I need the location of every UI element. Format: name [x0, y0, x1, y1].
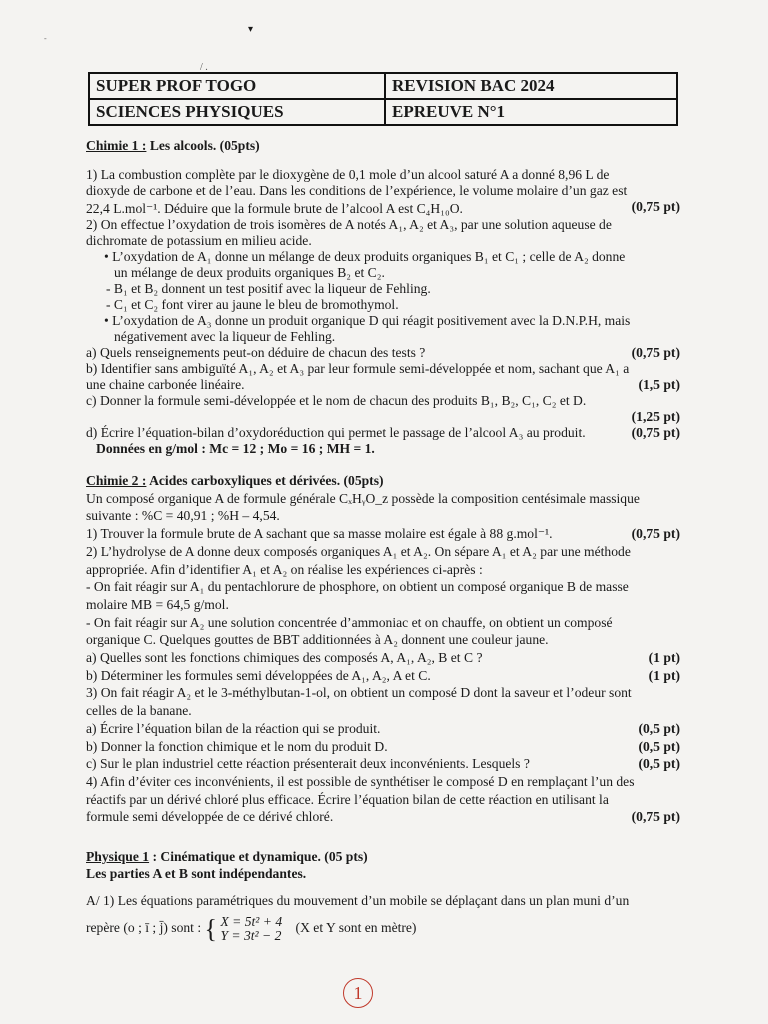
points: (0,75 pt) [631, 345, 680, 360]
points: (1,25 pt) [631, 409, 680, 424]
question-text: molaire MB = 64,5 g/mol. [86, 596, 229, 612]
question-text: 22,4 L.mol⁻¹. Déduire que la formule brute de l’alcool A est C₄H₁₀O. [86, 201, 463, 216]
scan-mark: - [44, 34, 47, 43]
question-text: a) Quels renseignements peut-on déduire de chacun des tests ? [86, 345, 426, 360]
question-text: c) Donner la formule semi-développée et le nom de chacun des produits B₁, B₂, C₁, C₂ et D. [86, 393, 587, 408]
brace-symbol: { [204, 914, 218, 944]
question-text: Un composé organique A de formule générale CₓHᵧO_z possède la composition centésimale massique [86, 490, 640, 506]
question-text: a) Quelles sont les fonctions chimiques des composés A, A₁, A₂, B et C ? [86, 650, 483, 666]
physique1-section [86, 848, 680, 943]
header-title: REVISION BAC 2024 [385, 73, 677, 99]
points: (1,5 pt) [638, 377, 680, 392]
question-text: a) Écrire l’équation bilan de la réaction qui se produit. [86, 720, 381, 736]
points: (0,75 pt) [631, 199, 680, 214]
points: (0,5 pt) [638, 738, 680, 754]
question-text: - On fait réagir sur A₁ du pentachlorure de phosphore, on obtient un composé organique B de masse [86, 579, 629, 595]
question-text: repère (o ; ī ; j̄) sont : [86, 920, 202, 936]
equation-x: X = 5t² + 4 [220, 914, 283, 929]
question-text: réactifs par un dérivé chloré plus efficace. Écrire l’équation bilan de cette réaction en utilisant la [86, 791, 609, 807]
section-title: Chimie 2 : Acides carboxyliques et dérivées. (05pts) [86, 473, 384, 488]
chimie2-section [86, 472, 680, 826]
header-subject: SCIENCES PHYSIQUES [89, 99, 385, 125]
equation-note: (X et Y sont en mètre) [295, 920, 417, 936]
question-text: b) Identifier sans ambiguïté A₁, A₂ et A₃ par leur formule semi-développée et nom, sachant que A₁ a [86, 361, 630, 376]
question-text: 1) Trouver la formule brute de A sachant que sa masse molaire est égale à 88 g.mol⁻¹. [86, 526, 553, 542]
section-title: Physique 1 : Cinématique et dynamique. (05 pts) [86, 849, 368, 864]
question-text: dichromate de potassium en milieu acide. [86, 233, 312, 248]
question-text: appropriée. Afin d’identifier A₁ et A₂ on réalise les expériences ci-après : [86, 561, 483, 577]
question-text: celles de la banane. [86, 703, 192, 719]
question-text: 2) L’hydrolyse de A donne deux composés organiques A₁ et A₂. On sépare A₁ et A₂ par une méthode [86, 543, 631, 559]
question-text: formule semi développée de ce dérivé chloré. [86, 809, 334, 825]
points: (0,75 pt) [631, 526, 680, 542]
points: (0,5 pt) [638, 720, 680, 736]
points: (0,75 pt) [631, 425, 680, 440]
list-item: - C₁ et C₂ font virer au jaune le bleu de bromothymol. [106, 297, 399, 312]
parametric-equations [220, 915, 282, 943]
points: (0,5 pt) [638, 756, 680, 772]
points: (1 pt) [648, 650, 680, 666]
section-subtitle: Les parties A et B sont indépendantes. [86, 866, 307, 881]
question-text: A/ 1) Les équations paramétriques du mouvement d’un mobile se déplaçant dans un plan muni d’un [86, 893, 630, 908]
question-text: suivante : %C = 40,91 ; %H – 4,54. [86, 508, 280, 524]
question-text: dioxyde de carbone et de l’eau. Dans les conditions de l’expérience, le volume molaire d’un gaz est [86, 183, 628, 198]
points: (1 pt) [648, 667, 680, 683]
header-exam-number: EPREUVE N°1 [385, 99, 677, 125]
list-item: • L’oxydation de A₁ donne un mélange de deux produits organiques B₁ et C₁ ; celle de A₂ donne [104, 249, 626, 264]
question-text: 3) On fait réagir A₂ et le 3-méthylbutan-1-ol, on obtient un composé D dont la saveur et l’odeur sont [86, 685, 632, 701]
list-item: négativement avec la liqueur de Fehling. [114, 329, 336, 344]
question-text: 2) On effectue l’oxydation de trois isomères de A notés A₁, A₂ et A₃, par une solution aqueuse de [86, 217, 612, 232]
question-text: c) Sur le plan industriel cette réaction présenterait deux inconvénients. Lesquels ? [86, 756, 530, 772]
question-text: 4) Afin d’éviter ces inconvénients, il est possible de synthétiser le composé D en remplaçant l’un des [86, 773, 635, 789]
question-text: 1) La combustion complète par le dioxygène de 0,1 mole d’un alcool saturé A a donné 8,96 L de [86, 167, 610, 182]
scan-mark: ▾ [248, 24, 254, 35]
question-text: b) Déterminer les formules semi développées de A₁, A₂, A et C. [86, 667, 431, 683]
question-text: d) Écrire l’équation-bilan d’oxydoréduction qui permet le passage de l’alcool A₃ au produit. [86, 425, 586, 440]
page-number: 1 [343, 978, 373, 1008]
question-text: une chaine carbonée linéaire. [86, 377, 245, 392]
header-school: SUPER PROF TOGO [89, 73, 385, 99]
list-item: - B₁ et B₂ donnent un test positif avec la liqueur de Fehling. [106, 281, 431, 296]
equation-y: Y = 3t² − 2 [220, 928, 282, 943]
list-item: un mélange de deux produits organiques B₂ et C₂. [114, 265, 385, 280]
chimie1-section [86, 138, 680, 457]
question-text: - On fait réagir sur A₂ une solution concentrée d’ammoniac et on chauffe, on obtient un composé [86, 614, 613, 630]
data-line: Données en g/mol : Mc = 12 ; Mo = 16 ; MH = 1. [96, 441, 375, 456]
question-text: b) Donner la fonction chimique et le nom du produit D. [86, 738, 388, 754]
pen-mark: / . [200, 62, 208, 73]
list-item: • L’oxydation de A₃ donne un produit organique D qui réagit positivement avec la D.N.P.H, mais [104, 313, 631, 328]
exam-header-table [88, 72, 678, 126]
points: (0,75 pt) [631, 809, 680, 825]
section-title: Chimie 1 : Les alcools. (05pts) [86, 138, 260, 153]
question-text: organique C. Quelques gouttes de BBT additionnées à A₂ donnent une couleur jaune. [86, 632, 549, 648]
